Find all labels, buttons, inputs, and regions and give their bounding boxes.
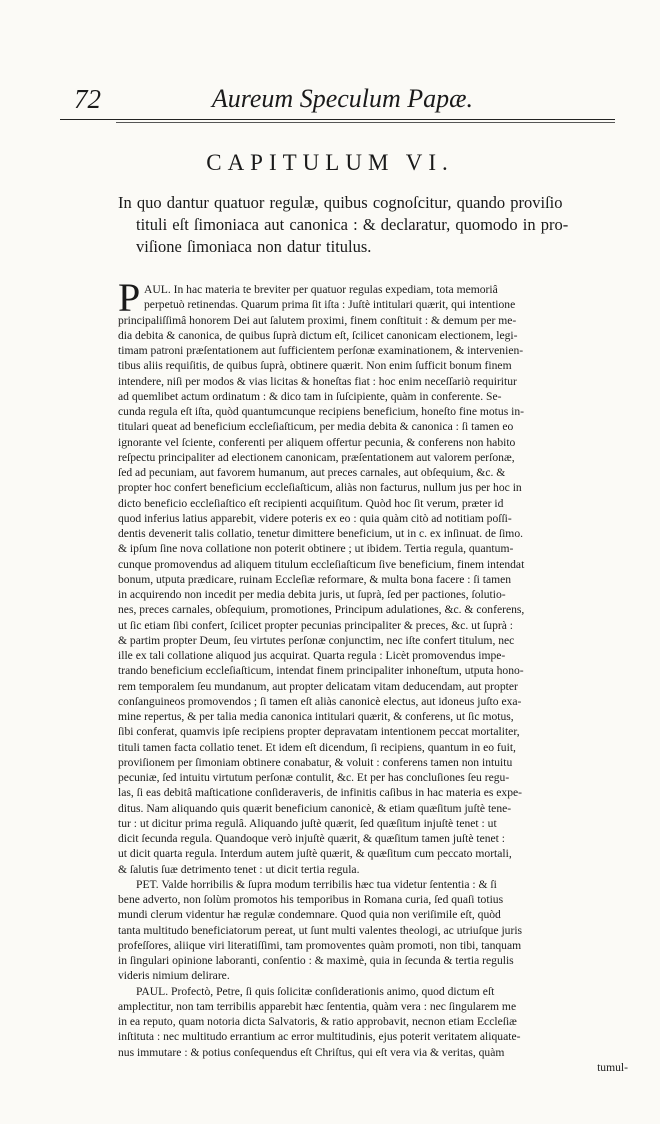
header-rule — [60, 119, 615, 120]
text-line: PET. Valde horribilis & ſupra modum terribilis hæc tua videtur ſententia : & ſi — [136, 877, 497, 891]
text-line: ad quemlibet actum ordinatum : & dico tam in ſuſcipiente, quàm in conferente. Se- — [118, 389, 502, 403]
text-line: amplectitur, non tam terribilis apparebit hæc ſententia, quàm vera : nec ſingularem me — [118, 999, 517, 1013]
text-line: ignorante vel ſciente, conferenti per aliquem offertur pecunia, & conferens non habito — [118, 435, 516, 449]
text-line: dentis devenerit talis collatio, tenetur dimittere beneficium, ut in c. ex inſinuat. de ſimo. — [118, 527, 524, 540]
chapter-heading: CAPITULUM VI. — [206, 150, 454, 175]
text-line: reſpectu principaliter ad electionem canonicam, præſentationem aut valorem perſonæ, — [118, 450, 515, 464]
running-title: Aureum Speculum Papæ. — [211, 84, 473, 113]
text-line: quod inferius latius apparebit, videre poteris ex eo : quia quàm citò ad notitiam poſſi- — [118, 511, 512, 525]
text-line: cunque promovendus ad aliquem titulum eccleſiaſticum ſive beneficium, finem intendat — [118, 557, 525, 571]
summary-line: In quo dantur quatuor regulæ, quibus cognoſcitur, quando proviſio — [118, 193, 563, 212]
text-line: tumul- — [597, 1060, 628, 1074]
text-line: ille ex tali collatione aliquod jus acquirat. Quarta regula : Licèt promovendus impe- — [118, 649, 506, 662]
text-line: tur : ut dicitur prima regulâ. Aliquando juſtè quærit, ſed quæſitum injuſtè tenet : ut — [118, 816, 497, 830]
text-line: mine repertus, & per talia media canonica intitulari quærit, & conferens, ut ſic motus, — [118, 710, 514, 723]
text-line: PAUL. Profectò, Petre, ſi quis ſolicitæ conſiderationis animo, quod dictum eſt — [136, 984, 495, 998]
text-line: perpetuò retinendas. Quarum prima ſit iſta : Juſtè intitulari quærit, qui intentione — [144, 298, 516, 312]
text-line: pecuniæ, ſed intuitu virtutum perſonæ contulit, &c. Et per has concluſiones ſeu regu- — [118, 771, 510, 784]
text-line: propter hoc confert beneficium eccleſiaſticum, aliàs non facturus, nullum jus per hoc in — [118, 481, 522, 495]
text-line: principaliſſimâ honorem Dei aut ſalutem proximi, finem conſtituit : & demum per me- — [118, 313, 517, 327]
text-line: trando beneficium eccleſiaſticum, intendat finem principaliter inhoneſtum, utputa hono- — [118, 664, 524, 678]
text-line: ſed ad pecuniam, aut favorem humanum, aut preces carnales, aut obſequium, &c. & — [118, 466, 506, 479]
page-header — [60, 78, 615, 118]
text-line: mundi clerum videntur hæ regulæ condemnare. Quod quia non veriſimile eſt, quòd — [118, 908, 501, 922]
text-line: in ea reputo, quam notoria dicta Salvatoris, & ratio approbavit, necnon etiam Eccleſiæ — [118, 1015, 517, 1028]
text-line: titulari queat ad beneficium eccleſiaſticum, per media debita & canonica : ſi tamen eo — [118, 420, 514, 434]
text-line: & partim propter Deum, ſeu virtutes perſonæ conjunctim, nec iſte confert titulum, nec — [118, 633, 515, 647]
text-line: ut dicit quarta regula. Interdum autem juſtè quærit, & quæſitum cum peccato mortali, — [118, 847, 512, 861]
text-line: bonum, utputa prædicare, ruinam Eccleſiæ reformare, & multa bona facere : ſi tamen — [118, 572, 512, 586]
text-line: tanta multitudo beneficiatorum pereat, ut ſunt multi valentes theologi, ac utriuſque juris — [118, 923, 523, 937]
text-line: tibus aliis requiſitis, de quibus ſuprà, obtinere quærit. Non enim ſufficit bonum finem — [118, 359, 512, 373]
text-line: intendere, niſi per modos & vias licitas & honeſtas fiat : hoc enim neceſſariò requiritur — [118, 374, 517, 388]
text-line: ut ſic etiam ſibi confert, ſcilicet propter pecunias principaliter & preces, &c. ut ſuprà : — [118, 618, 514, 632]
text-line: bene adverto, non ſolùm promotos his temporibus in Romana curia, ſed quaſi totius — [118, 893, 504, 906]
header-rule-secondary — [116, 122, 615, 123]
text-line: ſibi conferat, quamvis ipſe recipiens propter depravatam intentionem peccat mortaliter, — [118, 725, 520, 739]
page-number: 72 — [74, 84, 101, 114]
body-text — [118, 282, 628, 1075]
text-line: nes, preces carnales, obſequium, promotiones, Principum adulationes, &c. & conferens, — [118, 603, 525, 617]
text-line: inſtituta : nec multitudo errantium ac error multitudinis, ejus poterit veritatem aliquate- — [118, 1030, 521, 1044]
text-line: dicit ſecunda regula. Quandoque verò injuſtè quærit, & quæſitum tamen juſtè tenet : — [118, 832, 506, 845]
text-line: & ipſum ſine nova collatione non poterit obtinere ; ut ibidem. Tertia regula, quantum- — [118, 542, 514, 556]
text-line: nus immutare : & potius conſequendus eſt Chriſtus, qui eſt vera via & veritas, quàm — [118, 1045, 505, 1059]
text-line: tituli tamen facta collatio tenet. Et idem eſt dicendum, ſi recipiens, quantum in eo fuit, — [118, 740, 516, 754]
summary-line: tituli eſt ſimoniaca aut canonica : & declaratur, quomodo in pro- — [136, 215, 569, 234]
text-line: in acquirendo non incedit per media debita juris, ut ſuprà, ſed per pactiones, ſolutio- — [118, 588, 506, 601]
text-line: cunda regula eſt iſta, quòd quantumcunque recipiens beneficium, honeſto fine motus in- — [118, 405, 524, 418]
summary-line: viſione ſimoniaca non datur titulus. — [136, 237, 372, 256]
text-line: ditus. Nam aliquando quis quærit beneficium canonicè, & etiam quæſitum juſtè tene- — [118, 801, 512, 815]
text-line: in ſingulari opinione laboranti, conſentio : & maximè, quia in ſecunda & tertia regulis — [118, 954, 514, 967]
text-line: conſanguineos promovendos ; ſi tamen eſt aliàs canonicè electus, aut idoneus juſto exa- — [118, 694, 522, 708]
text-line: rem temporalem ſeu mundanum, aut propter delicatam vitam deducendam, aut propter — [118, 679, 518, 693]
text-line: videris nimium delirare. — [118, 969, 230, 983]
text-line: dia debita & canonica, de quibus ſuprà dictum eſt, ſcilicet canonicam electionem, legi- — [118, 328, 518, 342]
chapter-summary — [118, 192, 628, 258]
text-line: timam patroni præſentationem aut ſufficientem perſonæ examinationem, & intervenien- — [118, 344, 524, 357]
text-line: dicto beneficio eccleſiaſtico eſt recipienti acquiſitum. Quòd hoc ſit verum, præter id — [118, 496, 504, 510]
text-line: & ſalutis ſuæ detrimento tenet : ut dicit tertia regula. — [118, 862, 360, 876]
text-line: profeſſores, aliique viri literatiſſimi, tam promoventes quàm promoti, non tibi, tanquam — [118, 938, 522, 952]
text-line: AUL. In hac materia te breviter per quatuor regulas expediam, tota memoriâ — [144, 283, 498, 296]
drop-cap: P — [118, 275, 141, 320]
text-line: las, ſi eas debitâ maſticatione conſideraveris, de infinitis caſibus in hac materia es expe- — [118, 786, 523, 800]
text-line: proviſionem per ſimoniam obtinere conabatur, & voluit : conferens tamen non intuitu — [118, 755, 513, 769]
